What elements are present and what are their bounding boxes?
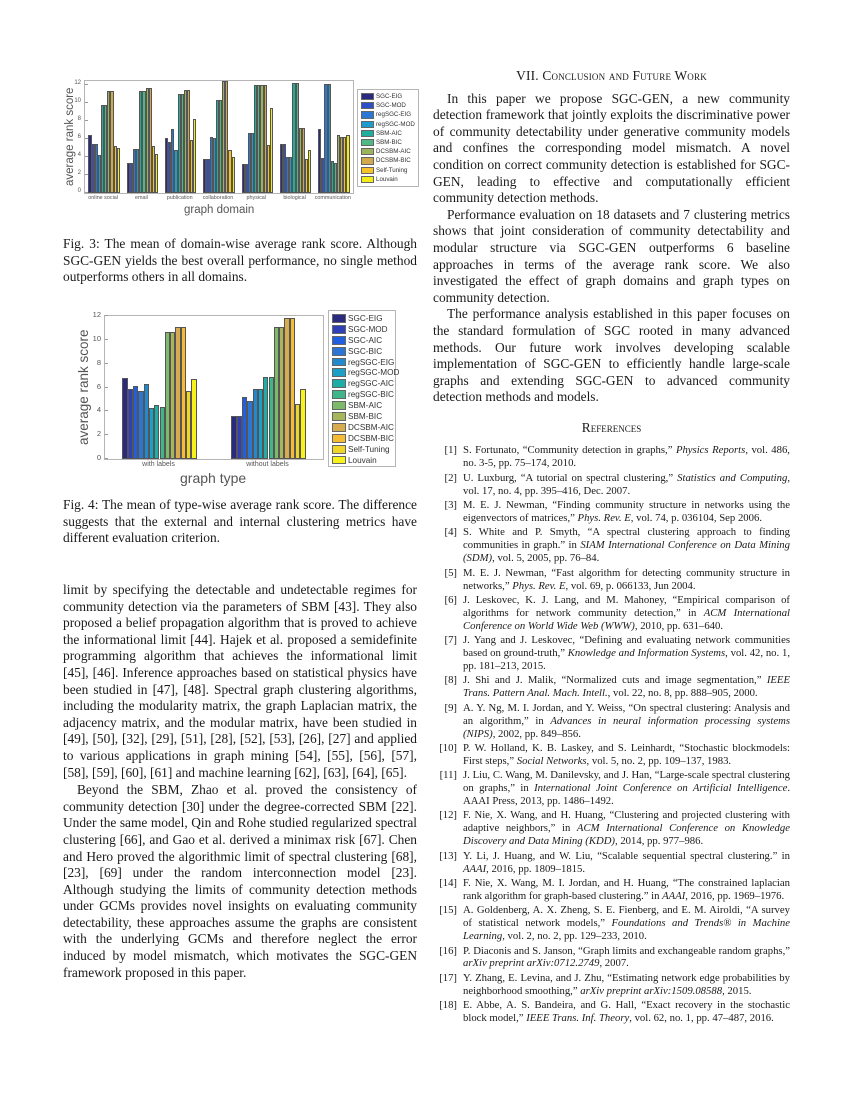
legend-swatch: [332, 347, 346, 356]
reference-venue: IEEE Trans. Pattern Anal. Mach. Intell.: [463, 674, 790, 700]
reference-authors-title: P. W. Holland, K. B. Laskey, and S. Leinhardt, “Stochastic blockmodels: First steps,”: [463, 741, 790, 767]
legend-swatch: [332, 445, 346, 454]
legend-item: [332, 444, 392, 455]
reference-authors-title: M. E. J. Newman, “Fast algorithm for detecting community structure in networks,”: [463, 566, 790, 592]
body-paragraph: Beyond the SBM, Zhao et al. proved the consistency of community detection [30] under the degree-corrected SBM [22]. Under the same model, Qin and Rohe studied regularized spectral clustering [66], and Gao et al. derived a minimax risk [67]. Chen and Hero proved the algorithmic limit of spectral clustering [68], [23], [69] under the random interconnection model [23]. Although studying the limits of community detection methods under GCMs provides novel insights on evaluating community detectability, these approaches assume the graphs are consistent with the underlying GCMs and therefore neglect the error induced by model mismatch, which motivates the SGC-GEN framework proposed in this paper.: [63, 782, 417, 980]
y-tick-mark: [85, 156, 88, 157]
x-tick-label: collaboration: [202, 195, 234, 201]
reference-number: [10]: [439, 741, 457, 754]
x-tick-label: biological: [283, 195, 306, 201]
reference-item: [433, 877, 790, 903]
legend-label: regSGC-EIG: [376, 111, 412, 119]
legend-swatch: [332, 314, 346, 323]
reference-number: [13]: [439, 849, 457, 862]
y-tick-mark: [85, 84, 88, 85]
legend-swatch: [361, 167, 374, 174]
reference-venue: ACM International Conference on Knowledge Discovery and Data Mining (KDD): [463, 822, 790, 848]
reference-authors-title: M. E. J. Newman, “Finding community structure in networks using the eigenvectors of matrices,”: [463, 499, 790, 524]
legend-swatch: [332, 368, 346, 377]
reference-item: [433, 742, 790, 768]
legend-swatch: [361, 111, 374, 118]
y-tick-label: 6: [96, 381, 101, 391]
reference-authors-title: J. Leskovec, K. J. Lang, and M. Mahoney, “Empirical comparison of algorithms for network community detection,” in: [463, 593, 790, 619]
reference-text: [463, 499, 790, 525]
reference-venue: Social Networks: [516, 754, 587, 767]
y-axis-label: average rank score: [76, 329, 91, 445]
y-tick-label: 10: [74, 98, 81, 105]
legend-swatch: [361, 176, 374, 183]
y-axis-label: average rank score: [64, 87, 76, 186]
y-tick-mark: [105, 458, 108, 459]
reference-details: , 2016, pp. 1809–1815.: [486, 862, 586, 875]
legend: [357, 89, 419, 187]
reference-authors-title: J. Yang and J. Leskovec, “Defining and evaluating network communities based on ground-truth,”: [463, 634, 790, 660]
reference-text: [463, 634, 790, 673]
figure-4-chart: [60, 305, 425, 490]
y-tick-mark: [105, 434, 108, 435]
legend-item: [332, 455, 392, 466]
y-tick-mark: [85, 192, 88, 193]
reference-details: , vol. 62, no. 1, pp. 47–487, 2016.: [629, 1012, 774, 1025]
legend-swatch: [361, 93, 374, 100]
legend-label: Self-Tuning: [348, 444, 390, 454]
reference-text: [463, 972, 790, 998]
legend-label: SGC-EIG: [376, 93, 403, 101]
reference-venue: Physics Reports: [675, 444, 746, 457]
y-tick-label: 8: [77, 116, 81, 123]
legend-swatch: [332, 390, 346, 399]
reference-text: [463, 769, 790, 808]
figure-3-caption: Fig. 3: The mean of domain-wise average rank score. Although SGC-GEN yields the best overall performance, no single method outperforms others in all domains.: [63, 236, 417, 285]
section-heading: [433, 68, 790, 85]
reference-number: [11]: [439, 769, 457, 782]
reference-venue: IEEE Trans. Inf. Theory: [526, 1012, 630, 1025]
x-tick-label: without labels: [246, 461, 289, 468]
reference-details: , 2007.: [599, 957, 629, 970]
reference-venue: ACM International Conference on World Wide Web (WWW): [463, 606, 791, 632]
reference-item: [433, 972, 790, 998]
reference-details: , vol. 486, no. 3-5, pp. 75–174, 2010.: [463, 444, 790, 470]
y-tick-label: 2: [96, 429, 101, 439]
y-tick-mark: [85, 120, 88, 121]
y-tick-mark: [105, 363, 108, 364]
legend-label: regSGC-EIG: [348, 357, 395, 367]
reference-text: [463, 567, 790, 593]
reference-number: [12]: [439, 809, 457, 822]
section-numeral: VII.: [516, 68, 539, 83]
reference-number: [18]: [439, 999, 457, 1012]
reference-authors-title: J. Shi and J. Malik, “Normalized cuts and image segmentation,”: [463, 674, 767, 687]
y-tick-label: 4: [96, 405, 101, 415]
legend-item: [361, 110, 415, 119]
reference-venue: AAAI: [662, 889, 686, 902]
bar-louvain: [117, 148, 120, 193]
section-title: Conclusion and Future Work: [542, 68, 707, 83]
y-tick-label: 6: [77, 134, 81, 141]
reference-number: [15]: [439, 904, 457, 917]
legend-swatch: [332, 401, 346, 410]
legend-label: SGC-EIG: [348, 313, 383, 323]
legend-swatch: [332, 456, 346, 465]
references-heading: References: [581, 419, 642, 435]
legend-label: SGC-MOD: [348, 324, 388, 334]
reference-authors-title: Y. Li, J. Huang, and W. Liu, “Scalable sequential spectral clustering.” in: [463, 849, 790, 862]
reference-venue: arXiv preprint arXiv:0712.2749: [463, 957, 600, 970]
legend-item: [332, 389, 392, 400]
reference-number: [14]: [439, 876, 457, 889]
legend-item: [361, 156, 415, 165]
right-column: [433, 68, 790, 1026]
reference-details: , 2002, pp. 849–856.: [492, 727, 581, 740]
plot-area: [84, 80, 354, 194]
reference-authors-title: P. Diaconis and S. Janson, “Graph limits and exchangeable random graphs,”: [463, 944, 790, 957]
legend-item: [332, 346, 392, 357]
reference-authors-title: Y. Zhang, E. Levina, and J. Zhu, “Estimating network edge probabilities by neighborhood smoothing,”: [463, 971, 790, 997]
reference-text: [463, 999, 790, 1025]
reference-authors-title: J. Liu, C. Wang, M. Danilevsky, and J. Han, “Large-scale spectral clustering on graphs,” in: [463, 769, 790, 795]
plot-area: [104, 315, 324, 460]
reference-details: , vol. 74, p. 036104, Sep 2006.: [630, 512, 762, 524]
legend-label: regSGC-MOD: [376, 120, 415, 128]
legend-label: regSGC-MOD: [348, 368, 400, 378]
reference-number: [16]: [439, 944, 457, 957]
reference-text: [463, 809, 790, 848]
reference-text: [463, 904, 790, 943]
reference-text: [463, 444, 790, 470]
legend-item: [332, 422, 392, 433]
y-tick-mark: [85, 138, 88, 139]
reference-item: [433, 809, 790, 848]
reference-item: [433, 567, 790, 593]
reference-item: [433, 674, 790, 700]
reference-text: [463, 674, 790, 700]
reference-item: [433, 999, 790, 1025]
figure-3-chart: [60, 72, 425, 222]
reference-venue: Advances in neural information processing systems (NIPS): [463, 714, 790, 740]
reference-number: [2]: [444, 471, 457, 484]
legend-item: [332, 400, 392, 411]
reference-details: , vol. 5, 2005, pp. 76–84.: [492, 552, 600, 565]
reference-authors-title: S. Fortunato, “Community detection in graphs,”: [463, 444, 676, 457]
y-tick-label: 0: [96, 453, 101, 462]
legend-item: [332, 335, 392, 346]
legend-swatch: [332, 379, 346, 388]
reference-item: [433, 769, 790, 808]
reference-authors-title: F. Nie, X. Wang, M. I. Jordan, and H. Huang, “The constrained laplacian rank algorithm for graph-based clustering.” in: [463, 876, 790, 902]
reference-venue: AAAI: [463, 862, 487, 875]
bar-louvain: [270, 108, 273, 193]
y-tick-label: 0: [77, 188, 81, 194]
reference-authors-title: A. Goldenberg, A. X. Zheng, S. E. Fienberg, and E. M. Airoldi, “A survey of statistical network models,”: [463, 904, 790, 930]
reference-text: [463, 526, 790, 565]
legend-label: SBM-BIC: [376, 139, 402, 147]
y-tick-label: 4: [77, 152, 81, 159]
reference-text: [463, 945, 790, 971]
y-tick-label: 12: [92, 310, 101, 319]
x-tick-label: communication: [314, 195, 351, 201]
conclusion-paragraph: Performance evaluation on 18 datasets and 7 clustering metrics shows that joint consideration of community detectability and modular structure via SGC-GEN outperforms 6 baseline approaches in terms of the average rank score. We also investigated the effect of graph domains and graph types on community detection.: [433, 206, 790, 305]
y-tick-label: 12: [74, 80, 81, 87]
legend-label: SBM-AIC: [376, 129, 402, 137]
reference-item: [433, 850, 790, 876]
legend-swatch: [361, 102, 374, 109]
legend-swatch: [361, 121, 374, 128]
reference-number: [6]: [444, 593, 457, 606]
x-axis-label: graph type: [180, 470, 247, 486]
x-tick-label: email: [134, 195, 148, 201]
figure-4-caption: Fig. 4: The mean of type-wise average rank score. The difference suggests that the external and internal clustering metrics have different evaluation criterion.: [63, 497, 417, 546]
reference-details: , 2010, pp. 631–640.: [634, 619, 724, 632]
reference-text: [463, 877, 790, 903]
legend-label: DCSBM-BIC: [376, 157, 411, 165]
conclusion-paragraph: The performance analysis established in this paper focuses on the standard formulation of SGC rooted in many advanced methods. Our future work involves developing scalable implementation of SGC-GEN to efficiently handle large-scale graphs and extending SGC-GEN to advanced community detection methods and models.: [433, 306, 790, 405]
reference-number: [1]: [444, 444, 457, 457]
reference-number: [4]: [444, 526, 457, 539]
reference-text: [463, 742, 790, 768]
legend-label: SGC-AIC: [348, 335, 383, 345]
x-tick-label: physical: [246, 195, 267, 201]
reference-item: [433, 472, 790, 498]
legend-swatch: [361, 139, 374, 146]
reference-details: , vol. 22, no. 8, pp. 888–905, 2000.: [607, 687, 758, 700]
legend-swatch: [332, 336, 346, 345]
legend-label: SGC-MOD: [376, 102, 406, 110]
reference-authors-title: A. Y. Ng, M. I. Jordan, and Y. Weiss, “On spectral clustering: Analysis and an algorithm,” in: [463, 701, 790, 727]
conclusion-paragraph: In this paper we propose SGC-GEN, a new community detection framework that jointly exploits the discriminative power of community detectability under generative community models and confines the corresponding model mismatch. A novel condition on correct community detection is established for SGC-GEN, leading to effective and computationally efficient community detection methods.: [433, 90, 790, 206]
reference-details: , vol. 17, no. 4, pp. 395–416, Dec. 2007.: [463, 471, 790, 497]
x-tick-label: online social: [88, 195, 118, 201]
legend-item: [332, 357, 395, 368]
legend-swatch: [332, 434, 346, 443]
legend-item: [332, 324, 392, 335]
y-tick-mark: [85, 174, 88, 175]
reference-number: [8]: [444, 674, 457, 687]
legend-swatch: [332, 412, 346, 421]
bar-louvain: [193, 119, 196, 193]
y-tick-mark: [105, 387, 108, 388]
reference-details: , vol. 42, no. 1, pp. 181–213, 2015.: [463, 647, 790, 672]
legend-swatch: [361, 148, 374, 155]
y-tick-mark: [85, 102, 88, 103]
reference-number: [3]: [444, 499, 457, 512]
y-tick-mark: [105, 339, 108, 340]
legend-label: Louvain: [376, 175, 398, 183]
reference-authors-title: S. White and P. Smyth, “A spectral clustering approach to finding communities in graph.” in: [463, 526, 790, 552]
legend-label: Louvain: [348, 455, 377, 465]
legend-swatch: [332, 358, 346, 367]
reference-details: , vol. 2, no. 2, pp. 129–233, 2010.: [502, 930, 647, 943]
references-list: [433, 444, 790, 1024]
reference-text: [463, 850, 790, 876]
reference-text: [463, 594, 790, 633]
bar-louvain: [308, 150, 311, 193]
legend-item: [361, 138, 415, 147]
reference-details: , 2014, pp. 977–986.: [614, 835, 704, 848]
reference-item: [433, 702, 790, 741]
reference-item: [433, 594, 790, 633]
legend-label: regSGC-AIC: [348, 379, 394, 389]
reference-details: . AAAI Press, 2013, pp. 1486–1492.: [463, 782, 790, 808]
legend-item: [332, 411, 392, 422]
reference-number: [9]: [444, 701, 457, 714]
legend-item: [332, 378, 392, 389]
legend-item: [361, 120, 415, 129]
reference-text: [463, 472, 790, 498]
legend-swatch: [361, 130, 374, 137]
reference-venue: Knowledge and Information Systems: [567, 647, 726, 660]
x-tick-label: publication: [166, 195, 193, 201]
reference-item: [433, 526, 790, 565]
legend-item: [361, 147, 415, 156]
legend-item: [361, 129, 415, 138]
reference-details: , vol. 5, no. 2, pp. 109–137, 1983.: [586, 754, 732, 767]
y-tick-mark: [105, 315, 108, 316]
bar-louvain: [232, 157, 235, 193]
y-tick-mark: [105, 410, 108, 411]
bar-louvain: [155, 154, 158, 193]
reference-details: , vol. 69, p. 066133, Jun 2004.: [565, 579, 696, 592]
reference-item: [433, 904, 790, 943]
reference-item: [433, 945, 790, 971]
reference-venue: Statistics and Computing: [677, 471, 788, 484]
reference-venue: arXiv preprint arXiv:1509.08588: [580, 984, 723, 997]
legend-label: DCSBM-AIC: [348, 422, 394, 432]
reference-details: , 2015.: [722, 984, 752, 997]
legend-label: SGC-BIC: [348, 346, 383, 356]
reference-text: [463, 702, 790, 741]
legend-item: [332, 367, 400, 378]
legend-label: SBM-AIC: [348, 401, 383, 411]
legend-swatch: [361, 157, 374, 164]
reference-item: [433, 634, 790, 673]
reference-venue: International Joint Conference on Artificial Intelligence: [534, 782, 788, 795]
legend-item: [332, 313, 392, 324]
reference-details: , 2016, pp. 1969–1976.: [685, 889, 785, 902]
reference-authors-title: U. Luxburg, “A tutorial on spectral clustering,”: [463, 471, 678, 484]
bar-louvain: [346, 135, 349, 193]
reference-authors-title: E. Abbe, A. S. Bandeira, and G. Hall, “Exact recovery in the stochastic block model,”: [463, 999, 790, 1025]
left-body-text: [63, 582, 417, 981]
bar-louvain: [300, 389, 305, 459]
reference-venue: SIAM International Conference on Data Mining (SDM): [463, 539, 790, 565]
legend-item: [361, 166, 415, 175]
legend-label: DCSBM-AIC: [376, 148, 411, 156]
legend-label: SBM-BIC: [348, 411, 383, 421]
legend-swatch: [332, 325, 346, 334]
legend-item: [361, 92, 415, 101]
legend-label: Self-Tuning: [376, 166, 408, 174]
y-tick-label: 10: [92, 333, 101, 343]
reference-venue: Phys. Rev. E: [577, 512, 631, 524]
y-tick-label: 8: [96, 357, 101, 367]
reference-item: [433, 499, 790, 525]
y-tick-label: 2: [77, 170, 81, 177]
reference-number: [17]: [439, 971, 457, 984]
legend: [328, 310, 400, 467]
x-tick-label: with labels: [142, 461, 175, 468]
reference-venue: Phys. Rev. E: [512, 579, 566, 592]
bar-louvain: [191, 379, 196, 459]
x-axis-label: graph domain: [184, 204, 255, 216]
reference-number: [7]: [444, 634, 457, 647]
legend-item: [361, 101, 415, 110]
legend-item: [361, 175, 415, 184]
reference-authors-title: F. Nie, X. Wang, and H. Huang, “Clustering and projected clustering with adaptive neighbors,” in: [463, 809, 790, 835]
legend-label: regSGC-BIC: [348, 390, 394, 400]
reference-venue: Foundations and Trends® in Machine Learning: [463, 917, 791, 943]
legend-label: DCSBM-BIC: [348, 433, 394, 443]
legend-item: [332, 433, 392, 444]
reference-item: [433, 444, 790, 470]
reference-number: [5]: [444, 566, 457, 579]
body-paragraph: limit by specifying the detectable and undetectable regimes for community detection via the parameters of SBM [43]. They also proposed a belief propagation algorithm that is proved to achieve the informational limit [44]. Hajek et al. proposed a semidefinite programming algorithm that achieves the informational limit [45], [46]. Inference approaches based on statistical physics have been studied in [47], [48]. Spectral graph clustering algorithms, including the modularity matrix, the graph Laplacian matrix, the adjacency matrix, and the modular matrix, have been studied in [49], [50], [32], [29], [51], [28], [52], [53], [26], [27] and applied to various applications in graph mining [54], [55], [56], [57], [58], [59], [60], [61] and machine learning [62], [63], [64], [65].: [63, 582, 417, 780]
legend-swatch: [332, 423, 346, 432]
